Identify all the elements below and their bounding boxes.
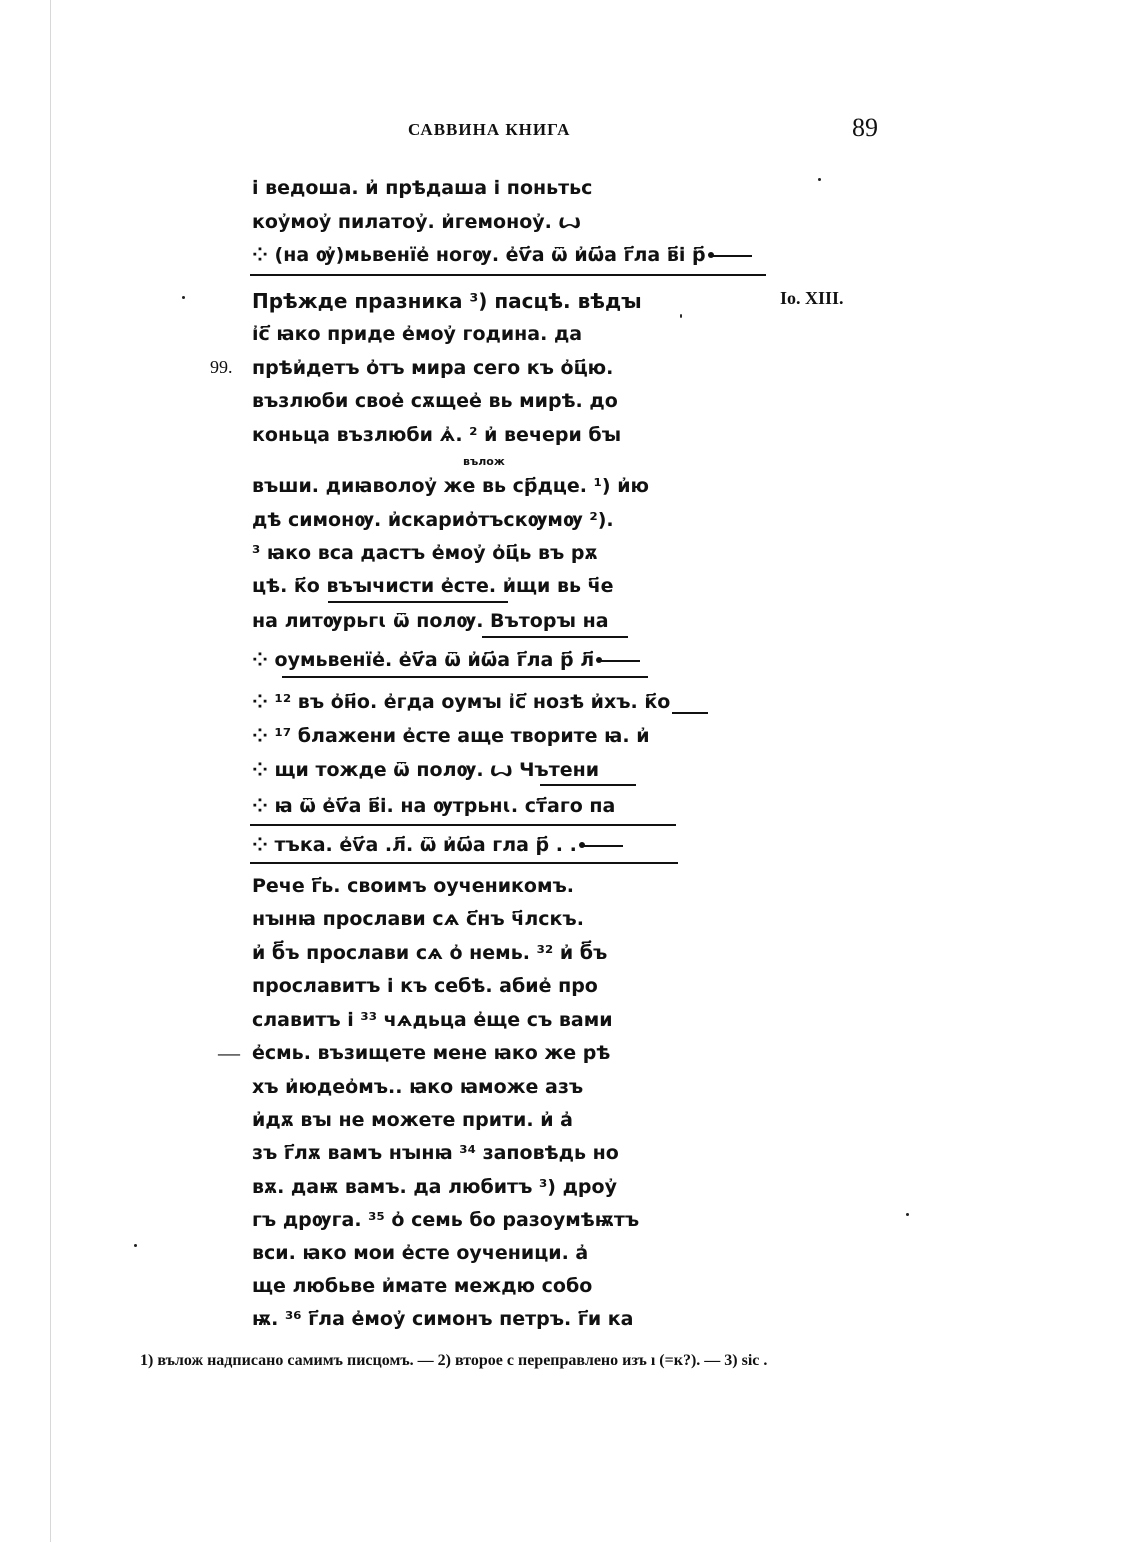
text-line: ⁘ ¹² въ о҆н҃о. е҆гда оумꙑ і҆с҃ нозѣ и҆хъ. к҃о (252, 691, 671, 713)
text-line: прѣи҆детъ о҆тъ мира сего къ о҆ц҃ю. (252, 357, 614, 379)
text-line (252, 833, 623, 857)
text-line: ѭ. ³⁶ г҃ла е҆моу҆ симонъ петръ. г҃и ка (252, 1308, 634, 1330)
text-line: въши. диꙗволоу҆ же вь ср҃дце. ¹) и҆ю (252, 475, 650, 497)
text-line: і ведоша. и҆ прѣдаша і поньтьс (252, 177, 593, 199)
text-line: Рече г҃ь. своимъ оученикомъ. (252, 875, 574, 897)
text-line: і҆с҃ ꙗко приде е҆моу҆ година. да (252, 323, 583, 345)
text-line: цѣ. к҃о въꙑчисти е҆сте. и҆щи вь ч҃е (252, 575, 614, 597)
section-rule (250, 862, 678, 864)
interlinear-insertion: вълож (463, 455, 505, 468)
lection-heading: ⁘ (на ѹ҆)мьвенїе҆ ногѹ. е҆ѵ҃а ѿ и҆ѡ҃а г҃ла в҃і р҃ (252, 244, 706, 266)
text-line: е҆смь. възищете мене ꙗко же рѣ (252, 1042, 611, 1064)
text-line: Прѣжде празника ³) пасцѣ. вѣдꙑ (252, 289, 642, 313)
text-line: на литѹрьгꙇ ѿ полѹ. Въторꙑ на (252, 610, 609, 632)
text-line: гъ дрѹга. ³⁵ о҆ семь бо разоумѣѭтъ (252, 1209, 640, 1231)
running-head: САВВИНА КНИГА (408, 120, 571, 139)
text-line (252, 648, 640, 672)
pointer-mark-icon (600, 660, 640, 662)
text-line: ⁘ ¹⁷ блажени е҆сте аще творите ꙗ. и҆ (252, 725, 650, 747)
text-line: и҆ б҃ъ прослави сѧ о҆ немь. ³² и҆ б҃ъ (252, 942, 608, 964)
text-line: вси. ꙗко мои е҆сте оученици. а҆ (252, 1242, 589, 1264)
text-line: дѣ симонѹ. и҆скарио҆тъскѹмѹ ²). (252, 509, 614, 531)
lection-heading: ⁘ оумьвенїе҆. е҆ѵ҃а ѿ и҆ѡ҃а г҃ла р҃ л҃ (252, 649, 595, 671)
underline-rule (482, 636, 628, 638)
underline-rule (328, 601, 508, 603)
scan-speck (680, 314, 682, 318)
page-number: 89 (852, 113, 878, 142)
text-line: прославитъ і къ себѣ. абие҆ про (252, 975, 598, 997)
verse-number: 99. (210, 357, 233, 377)
scan-speck (182, 296, 185, 299)
gospel-reference: Io. XIII. (780, 288, 844, 308)
text-line: хъ и҆юдео҆мъ.. ꙗко ꙗможе азъ (252, 1076, 584, 1098)
text-line: коньца възлюби ѧ҆. ² и҆ вечери бꙑ (252, 424, 622, 446)
text-line: нꙑнꙗ прослави сѧ с҃нъ ч҃лскъ. (252, 908, 584, 930)
text-line: коу҆моу҆ пилатоу҆. и҆гемоноу҆. ꙍ (252, 211, 581, 233)
text-line: ⁘ ꙗ ѿ е҆ѵ҃а в҃і. на ѹтрьнꙇ. ст҃аго па (252, 795, 616, 817)
section-rule (250, 274, 766, 276)
underline-rule (250, 824, 676, 826)
scan-speck (134, 1244, 137, 1247)
footnote: 1) вълож надписано самимъ писцомъ. — 2) второе с переправлено изъ ı (=к?). — 3) sic . (140, 1352, 768, 1369)
text-line: възлюби свое҆ сѫщее҆ вь мирѣ. до (252, 390, 618, 412)
text-line: зъ г҃лѫ вамъ нꙑнꙗ ³⁴ заповѣдь но (252, 1142, 619, 1164)
lection-heading: ⁘ тъка. е҆ѵ҃а .л҃. ѿ и҆ѡ҃а гла р҃ . . (252, 834, 577, 856)
text-line: ³ ꙗко вса дастъ е҆моу҆ о҆ц҃ь въ рѫ (252, 542, 598, 564)
underline-rule (282, 676, 648, 678)
scan-edge-line (50, 0, 51, 1542)
scan-speck (818, 178, 821, 181)
margin-dash: — (218, 1040, 240, 1065)
text-line: ⁘ щи тожде ѿ полѹ. ꙍ Чътени (252, 759, 600, 781)
scan-speck (906, 1213, 909, 1216)
pointer-mark-icon (583, 845, 623, 847)
text-line: вѫ. даѭ вамъ. да любитъ ³) дроу҆ (252, 1176, 617, 1198)
underline-rule (672, 712, 708, 714)
text-line: ще любьве и҆мате междю собо (252, 1275, 593, 1297)
text-line (252, 243, 752, 267)
text-line: и҆дѫ вꙑ не можете прити. и҆ а҆ (252, 1109, 573, 1131)
underline-rule (540, 784, 636, 786)
text-line: славитъ і ³³ чѧдьца е҆ще съ вами (252, 1009, 613, 1031)
pointer-mark-icon (712, 255, 752, 257)
